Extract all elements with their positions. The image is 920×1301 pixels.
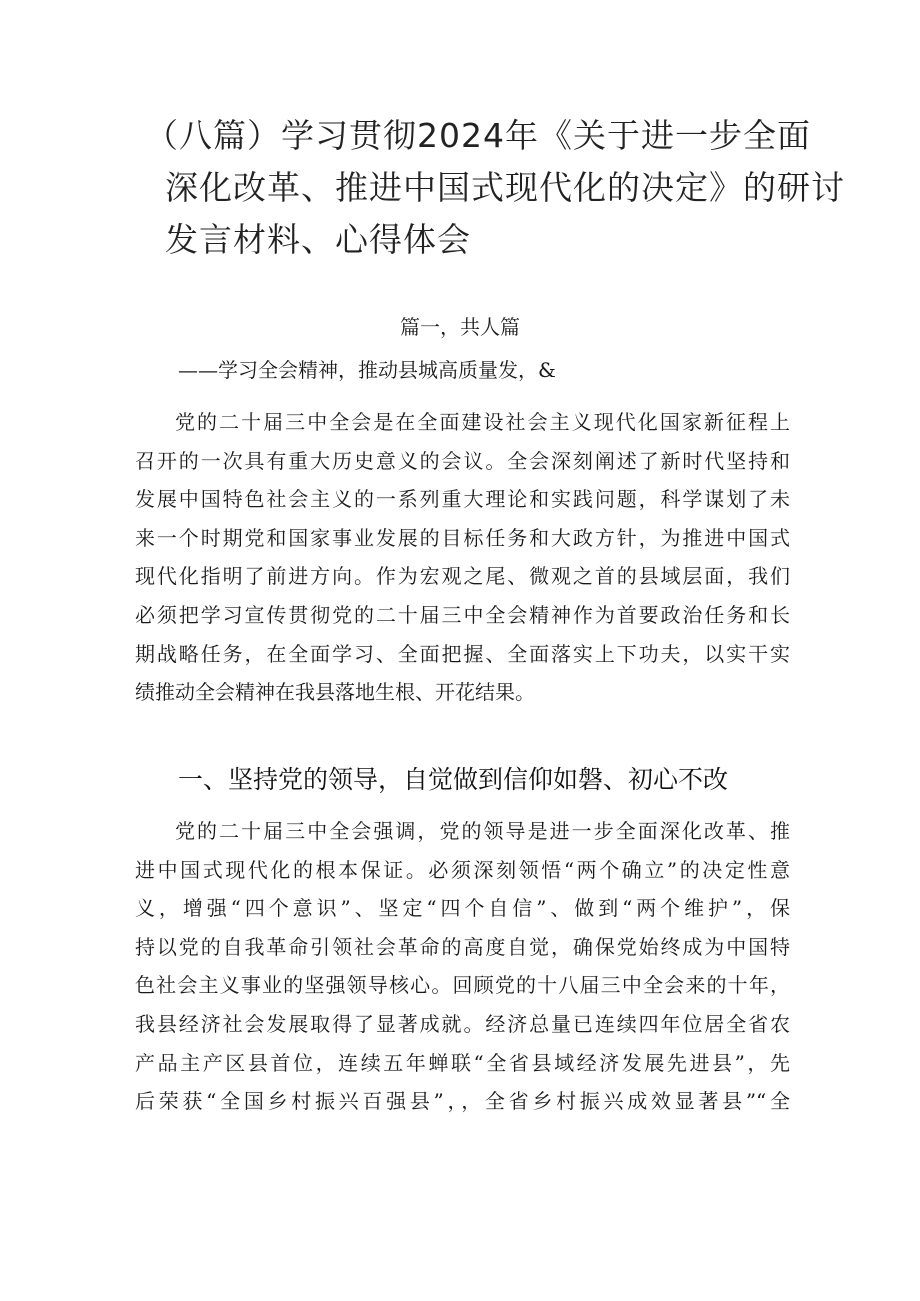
paragraph-line: 持以党的自我革命引领社会革命的高度自觉，确保党始终成为中国特 xyxy=(135,934,790,959)
document-title xyxy=(145,110,845,266)
paragraph-line: 必须把学习宣传贯彻党的二十届三中全会精神作为首要政治任务和长 xyxy=(135,602,790,627)
title-line: （八篇）学习贯彻2024年《关于进一步全面 xyxy=(145,116,811,155)
paragraph-line: 后荣获“全国乡村振兴百强县”，，全省乡村振兴成效显著县”“全 xyxy=(135,1089,790,1114)
paragraph-line: 我县经济社会发展取得了显著成就。经济总量已连续四年位居全省农 xyxy=(135,1011,790,1036)
section-heading: 一、坚持党的领导，自觉做到信仰如磐、初心不改 xyxy=(178,765,729,794)
title-line: 深化改革、推进中国式现代化的决定》的研讨 xyxy=(165,168,845,207)
paragraph-line: 现代化指明了前进方向。作为宏观之尾、微观之首的县域层面，我们 xyxy=(135,564,790,589)
paragraph-intro xyxy=(135,403,790,712)
paragraph-line: 进中国式现代化的根本保证。必须深刻领悟“两个确立”的决定性意 xyxy=(135,857,790,882)
paragraph-line: 发展中国特色社会主义的一系列重大理论和实践问题，科学谋划了未 xyxy=(135,487,790,512)
paragraph-body xyxy=(135,812,790,1121)
paragraph-line: 义，增强“四个意识”、坚定“四个自信”、做到“两个维护”，保 xyxy=(135,896,790,921)
paragraph-line: 召开的一次具有重大历史意义的会议。全会深刻阐述了新时代坚持和 xyxy=(135,448,790,473)
title-line: 发言材料、心得体会 xyxy=(165,220,471,259)
paragraph-line: 产品主产区县首位，连续五年蝉联“全省县域经济发展先进县”，先 xyxy=(135,1050,790,1075)
paragraph-line: 期战略任务，在全面学习、全面把握、全面落实上下功夫，以实干实 xyxy=(135,641,790,666)
subtitle: ——学习全会精神，推动县城高质量发，& xyxy=(178,358,556,382)
section-title: 篇一，共人篇 xyxy=(400,315,520,339)
paragraph-line: 党的二十届三中全会强调，党的领导是进一步全面深化改革、推 xyxy=(175,819,790,843)
paragraph-line: 党的二十届三中全会是在全面建设社会主义现代化国家新征程上 xyxy=(175,410,790,434)
paragraph-line: 来一个时期党和国家事业发展的目标任务和大政方针，为推进中国式 xyxy=(135,525,790,550)
paragraph-line: 色社会主义事业的坚强领导核心。回顾党的十八届三中全会来的十年， xyxy=(135,973,790,998)
paragraph-line: 绩推动全会精神在我县落地生根、开花结果。 xyxy=(135,680,535,705)
